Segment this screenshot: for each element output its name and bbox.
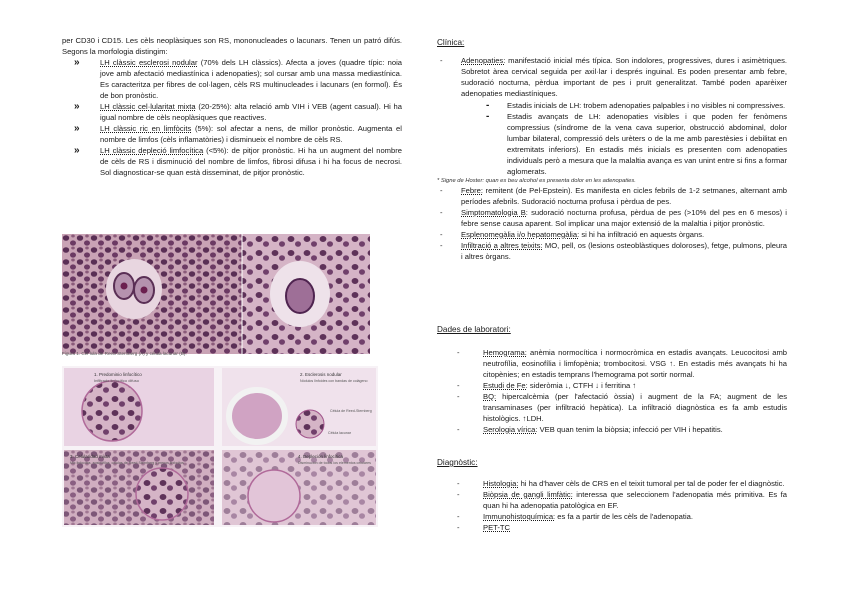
section-heading-lab: Dades de laboratori: [437, 325, 511, 334]
list-item: - Febre: remitent (de Pel-Epstein). Es manifesta en cicles febrils de 1-2 setmanes, alternant amb períodes afebrils. Sudoració nocturna profusa i pèrdua de pes. [437, 185, 787, 207]
footnote: * Signe de Hoster: quan es beu alcohol es presenta dolor en les adenopaties. [437, 178, 636, 184]
type-title: LH clàssic ric en limfòcits [100, 124, 192, 133]
panel-title: 3. Celularidad mixta [70, 454, 110, 459]
panel-title: 1. Predominio linfocítico [94, 372, 142, 377]
list-item: » LH clàssic depleció limfocítica (<5%): de pitjor pronòstic. Hi ha un augment del nombre de cèls de RS i disminució del nombre de limfos, fibrosi difusa i hi ha focus de necrosi. Sol diagnosticar-se quan està disseminat, de pitjor pronòstic. [74, 145, 402, 178]
type-title: LH clàssic depleció limfocítica [100, 146, 204, 155]
list-item: » LH clàssic cel·lularitat mixta (20-25%): alta relació amb VIH i VEB (agent casual). Hi ha igual nombre de cèls neoplàsiques que reactives. [74, 101, 402, 123]
list-item: - Immunohistoquímica: es fa a partir de les cèls de l'adenopatia. [437, 511, 787, 522]
lh-types-list [62, 57, 402, 178]
list-item: » LH clàssic ric en limfòcits (5%): sol afectar a nens, de millor pronòstic. Augmenta el nombre de limfos (cèls inflamatòries) i disminueix el nombre de cèls RS. [74, 123, 402, 145]
figure-label: Célula lacunar [328, 431, 351, 435]
reed-sternberg-micrograph [62, 234, 370, 354]
adenopaties-sublist [461, 100, 787, 177]
list-item: - Estudi de Fe: sideròmia ↓, CTFH ↓ i ferritina ↑ [437, 380, 787, 391]
lab-list [437, 347, 787, 435]
clinica-list-2 [437, 185, 787, 262]
type-title: LH clàssic cel·lularitat mixta [100, 102, 196, 111]
section-heading-diagnostic: Diagnòstic: [437, 458, 478, 467]
section-heading-clinica: Clínica: [437, 38, 465, 47]
panel-text: Nódulos linfoides con bandas de colágeno [300, 379, 368, 383]
panel-text: Infiltrado linfocítico difuso [94, 378, 139, 383]
list-item: - Hemograma: anèmia normocítica i normocròmica en estadis avançats. Leucocitosi amb neutrofília, eosinofília i limfopènia; trombocitosi. VSG ↑. En estadis més avançats hi ha citopènies; en estadis temprans l'hemograma pot sortir normal. [437, 347, 787, 380]
list-item: - Adenopaties: manifestació inicial més típica. Son indolores, progressives, dures i asimètriques. Sobretot àrea cervical seguida per axil·lar i després inguinal. Es poden presentar amb febre, sudoració nocturna, pèrdua important de pes i pruït generalitzat. També poden aparèixer adenopaties mediastíniques. - Estadis inicials de LH: trobem adenopaties palpables i no visibles ni compressives. - Estadis avançats de LH: adenopaties visibles i que poden fer fenòmens compressius (síndrome de la vena cava superior, obstrucció abdominal, dolor lumbar bilateral, compressió dels urèters o de la me amb parestèsies i debilitat en extremitats inferiors). En estadis més inicials es presenten com adenopaties individuals però a mesura que la malaltia avança es van unint entre si fins a formar aglomerats. [437, 55, 787, 177]
hodgkin-subtypes-figure [62, 366, 378, 527]
list-item: - Serologia vírica: VEB quan tenim la biòpsia; infecció per VIH i hepatitis. [437, 424, 787, 435]
list-item: - Infiltració a altres teixits: MO, pell, os (lesions osteoblàstiques doloroses), fetge, pulmons, pleura i altres òrgans. [437, 240, 787, 262]
intro-paragraph: per CD30 i CD15. Les cèls neoplàsiques son RS, mononucleades o lacunars. Tenen un patró difús. Segons la morfologia distingim: [62, 36, 402, 56]
lab-section [437, 347, 787, 435]
panel-text: Disminución de todos los elementos celulares [298, 461, 371, 465]
list-item: - BQ: hipercalcèmia (per l'afectació òssia) i augment de la FA; augment de les transaminases (per infiltració hepàtica). La infiltració diagnòstica es fa amb estudis histològics. ↑LDH. [437, 391, 787, 424]
list-item: - Esplenomegàlia i/o hepatomegàlia: si hi ha infiltració en aquests òrgans. [437, 229, 787, 240]
figure-caption: Figura 1. Cèl·lula de Reed-Sternberg (A) y célula lacunar (B). [62, 351, 187, 356]
list-item: » LH clàssic esclerosi nodular (70% dels LH clàssics). Afecta a joves (quadre típic: noia jove amb afectació mediastínica i adenopaties); sol cursar amb una massa mediastínica. Es caracteritza per fibres de col·lagen, cèls RS multinucleades i lacunars (en formol). És de bon pronòstic. [74, 57, 402, 101]
diagnostic-section [437, 478, 787, 533]
list-item: - Simptomatologia B: sudoració nocturna profusa, pèrdua de pes (>10% del pes en 6 mesos) i febre sense causa aparent. Sol implicar una major extensió de la malaltia i pitjor pronòstic. [437, 207, 787, 229]
panel-text: Mix linfocitos, eosinófilos, células de Reed-Sternberg y menos linfocitos [70, 461, 184, 465]
panel-title: 2. Esclerosis nodular [300, 372, 342, 377]
clinica-section [437, 55, 787, 262]
panel-title: 4. Depleción linfocítica [298, 454, 344, 459]
list-item: - Biòpsia de gangli limfàtic: interessa que seleccionem l'adenopatia més primitiva. Es fa quan hi ha adenopatia patològica en EF. [437, 489, 787, 511]
list-item: - Histologia: hi ha d'haver cèls de CRS en el teixit tumoral per tal de poder fer el diagnòstic. [437, 478, 787, 489]
list-item: - PET-TC [437, 522, 787, 533]
diag-list [437, 478, 787, 533]
left-text-block [62, 35, 402, 178]
list-item: - Estadis avançats de LH: adenopaties visibles i que poden fer fenòmens compressius (síndrome de la vena cava superior, obstrucció abdominal, dolor lumbar bilateral, compressió dels urèters o de la me amb parestèsies i debilitat en extremitats inferiors). En estadis més inicials es presenten com adenopaties individuals però a mesura que la malaltia avança es van unint entre si fins a formar aglomerats. [483, 111, 787, 177]
clinica-list [437, 55, 787, 177]
type-title: LH clàssic esclerosi nodular [100, 58, 198, 67]
figure-label: Célula de Reed-Sternberg [330, 409, 372, 413]
list-item: - Estadis inicials de LH: trobem adenopaties palpables i no visibles ni compressives. [483, 100, 787, 111]
